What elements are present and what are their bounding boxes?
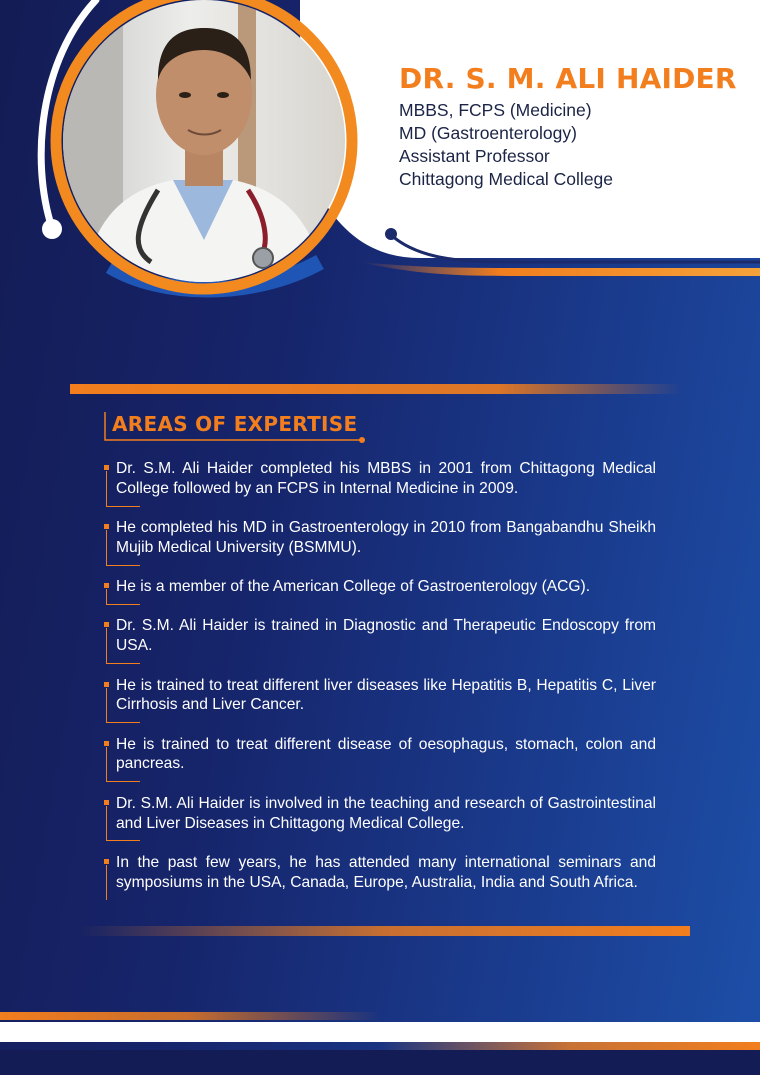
list-item-text: Dr. S.M. Ali Haider is trained in Diagnostic and Therapeutic Endoscopy from USA. — [116, 617, 656, 655]
list-item — [116, 577, 656, 597]
bullet-icon — [104, 800, 109, 805]
bullet-icon — [104, 622, 109, 627]
bullet-icon — [104, 465, 109, 470]
bullet-rule — [106, 471, 107, 507]
bullet-icon — [104, 741, 109, 746]
bullet-rule — [106, 722, 140, 723]
list-item-text: Dr. S.M. Ali Haider is involved in the teaching and research of Gastrointestinal and Liver Diseases in Chittagong Medical College. — [116, 794, 656, 832]
bullet-rule — [106, 688, 107, 724]
bullet-rule — [106, 530, 107, 566]
list-item-text: He is a member of the American College of Gastroenterology (ACG). — [116, 578, 591, 596]
list-item-text: He completed his MD in Gastroenterology in 2010 from Bangabandhu Sheikh Mujib Medical University (BSMMU). — [116, 519, 656, 556]
list-item — [116, 616, 656, 656]
bullet-icon — [104, 583, 109, 588]
credential-line: Assistant Professor — [399, 146, 550, 166]
credential-line: MD (Gastroenterology) — [399, 123, 577, 143]
doctor-name: DR. S. M. ALI HAIDER — [399, 62, 737, 95]
bullet-rule — [106, 506, 140, 507]
bullet-icon — [104, 682, 109, 687]
list-item — [116, 676, 656, 716]
list-item-text: In the past few years, he has attended many international seminars and symposiums in the USA, Canada, Europe, Australia, India and South Africa. — [116, 853, 656, 891]
list-item — [116, 853, 656, 893]
list-item-text: He is trained to treat different liver diseases like Hepatitis B, Hepatitis C, Liver Cirrhosis and Liver Cancer. — [116, 676, 656, 714]
portrait-illustration — [63, 0, 345, 282]
bullet-rule — [106, 628, 107, 664]
credential-line: Chittagong Medical College — [399, 169, 614, 189]
list-item — [116, 518, 656, 558]
section-title: AREAS OF EXPERTISE — [112, 412, 358, 436]
bullet-rule — [106, 747, 107, 783]
bullet-rule — [106, 565, 140, 566]
bullet-rule — [106, 781, 140, 782]
list-item-text: Dr. S.M. Ali Haider completed his MBBS in 2001 from Chittagong Medical College followed by an FCPS in Internal Medicine in 2009. — [116, 460, 656, 497]
bullet-rule — [106, 663, 140, 664]
bullet-rule — [106, 604, 140, 605]
bullet-icon — [104, 524, 109, 529]
list-item — [116, 459, 656, 499]
bullet-rule — [106, 589, 107, 605]
list-item — [116, 794, 656, 834]
list-item — [116, 735, 656, 775]
list-item-text: He is trained to treat different disease of oesophagus, stomach, colon and pancreas. — [116, 735, 656, 773]
doctor-photo — [63, 0, 345, 282]
doctor-header — [399, 62, 737, 191]
bullet-rule — [106, 840, 140, 841]
bullet-rule — [106, 865, 107, 901]
expertise-list — [116, 459, 656, 912]
bullet-rule — [106, 806, 107, 842]
credential-line: MBBS, FCPS (Medicine) — [399, 100, 592, 120]
bullet-icon — [104, 859, 109, 864]
